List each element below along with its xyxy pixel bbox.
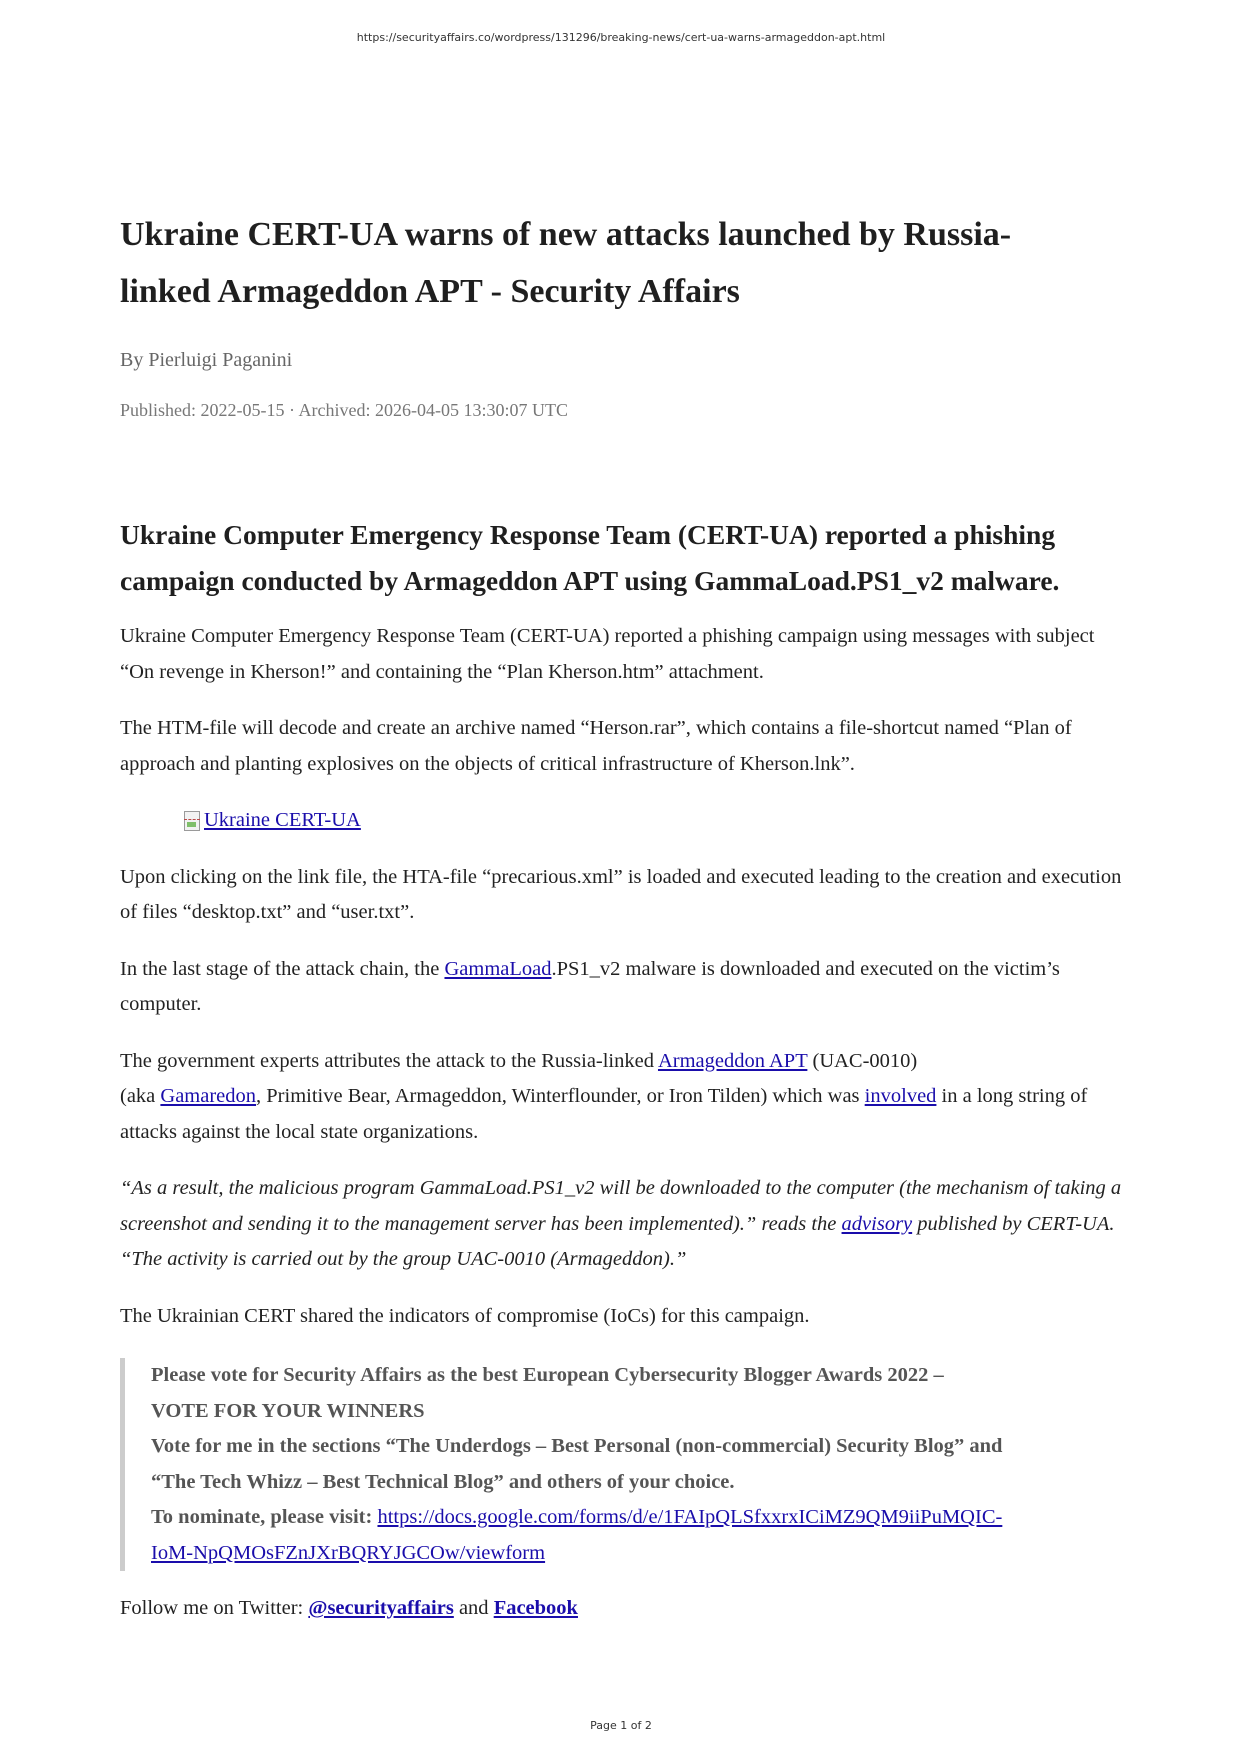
paragraph-iocs: The Ukrainian CERT shared the indicators of compromise (IoCs) for this campaign. [120,1304,810,1327]
follow-line: Follow me on Twitter: @securityaffairs and Facebook [120,1597,578,1619]
involved-link[interactable]: involved [864,1085,937,1107]
paragraph-attribution: The government experts attributes the attack to the Russia-linked Armageddon APT (UAC-0010) (aka Gamaredon, Primitive Bear, Armageddon, Winterflounder, or Iron Tilden) which was involved in a long string of attacks against the local state organizations. [120,1049,1088,1143]
article-title-line-1: Ukraine CERT-UA warns of new attacks launched by Russia- [120,216,1012,253]
article-meta: Published: 2022-05-15 · Archived: 2026-04-05 13:30:07 UTC [120,400,568,420]
page-number: Page 1 of 2 [590,1719,652,1732]
gamaredon-link[interactable]: Gamaredon [160,1085,257,1107]
broken-image-icon [182,810,202,832]
advisory-quote: “As a result, the malicious program GammaLoad.PS1_v2 will be downloaded to the computer (the mechanism of taking a screenshot and sending it to the management server has been implemented).” reads the advisory published by CERT-UA. “The activity is carried out by the group UAC-0010 (Armageddon).” [120,1177,1122,1270]
vote-blockquote [120,1358,1130,1571]
article-title-line-2: linked Armageddon APT - Security Affairs [120,273,740,310]
paragraph-attack-chain: In the last stage of the attack chain, the GammaLoad.PS1_v2 malware is downloaded and executed on the victim’s computer. [120,957,1060,1015]
article-title [120,206,1130,320]
image-link-row [120,803,1130,839]
article-byline: By Pierluigi Paganini [120,349,293,371]
gammaload-link[interactable]: GammaLoad [444,957,552,980]
nomination-form-link[interactable]: https://docs.google.com/forms/d/e/1FAIpQLSfxxrxICiMZ9QM9iiPuMQIC- IoM-NpQMOsFZnJXrBQRYJGCOw/viewform [151,1506,1003,1564]
paragraph-intro: Ukraine Computer Emergency Response Team (CERT-UA) reported a phishing campaign using messages with subject “On revenge in Kherson!” and containing the “Plan Kherson.htm” attachment. [120,625,1095,683]
article-lead: Ukraine Computer Emergency Response Team (CERT-UA) reported a phishing campaign conducted by Armageddon APT using GammaLoad.PS1_v2 malware. [120,519,1060,596]
paragraph-hta-file: Upon clicking on the link file, the HTA-file “precarious.xml” is loaded and executed leading to the creation and execution of files “desktop.txt” and “user.txt”. [120,865,1122,923]
armageddon-apt-link[interactable]: Armageddon APT [657,1049,808,1072]
facebook-link[interactable]: Facebook [493,1597,578,1619]
image-alt-text: Ukraine CERT-UA [204,809,361,831]
article-content [120,206,1130,1627]
vote-text: Please vote for Security Affairs as the best European Cybersecurity Blogger Awards 2022 – VOTE FOR YOUR WINNERS Vote for me in the sections “The Underdogs – Best Personal (non-commercial) Security Blog” and “The Tech Whizz – Best Technical Blog” and others of your choice. To nominate, please visit: https://docs.google.com/forms/d/e/1FAIpQLSfxxrxICiMZ9QM9iiPuMQIC- IoM-NpQMOsFZnJXrBQRYJGCOw/viewform [151,1364,1003,1564]
twitter-link[interactable]: @securityaffairs [308,1597,454,1619]
page-url-header: https://securityaffairs.co/wordpress/131296/breaking-news/cert-ua-warns-armageddon-apt.html [356,31,886,44]
paragraph-htm-file: The HTM-file will decode and create an archive named “Herson.rar”, which contains a file-shortcut named “Plan of approach and planting explosives on the objects of critical infrastructure of Kherson.lnk”. [120,717,1072,775]
advisory-link[interactable]: advisory [841,1212,913,1235]
image-link[interactable] [182,803,361,839]
